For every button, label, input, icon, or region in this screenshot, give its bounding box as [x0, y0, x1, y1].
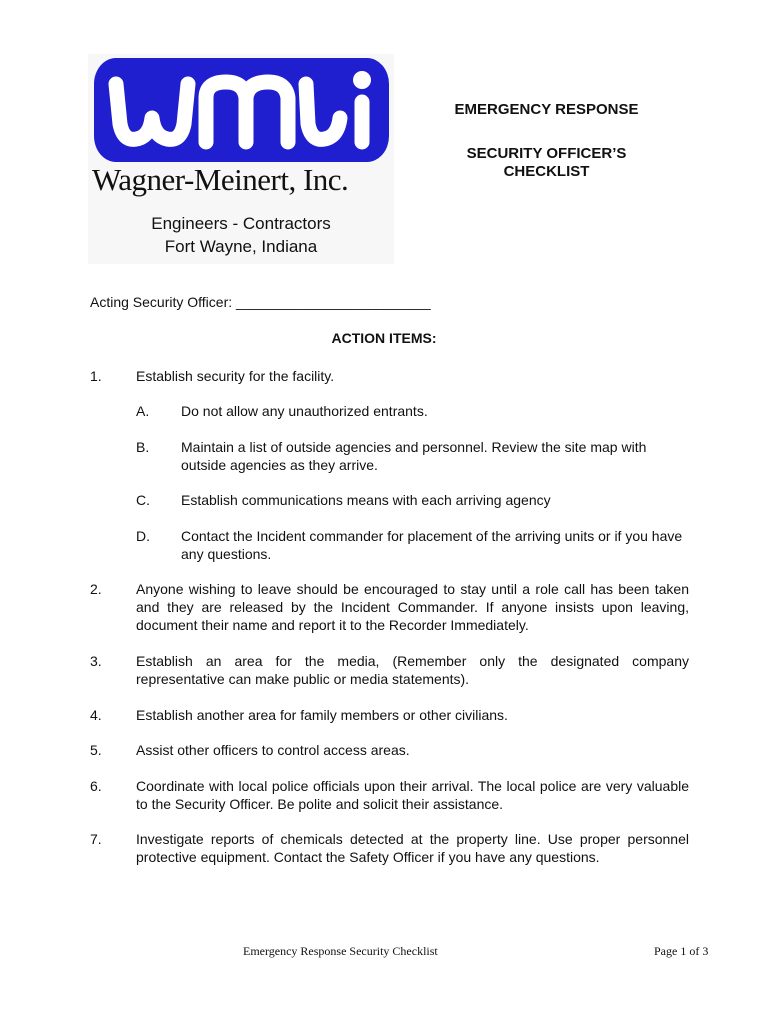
document-subtitle-line-2: CHECKLIST	[503, 163, 590, 180]
subitem-text: Do not allow any unauthorized entrants.	[181, 403, 428, 419]
subitem-letter: A.	[136, 403, 150, 419]
company-name: Wagner-Meinert, Inc.	[92, 162, 349, 197]
item-text: Establish security for the facility.	[136, 368, 335, 384]
item-number: 6.	[90, 778, 102, 794]
company-tagline-location: Fort Wayne, Indiana	[164, 237, 318, 256]
subitem-letter: C.	[136, 492, 150, 508]
wmi-lettering	[94, 58, 389, 162]
subitem-text: Establish communications means with each arriving agency	[181, 492, 551, 508]
company-tagline-services: Engineers - Contractors	[151, 214, 331, 233]
item-text: Coordinate with local police officials upon their arrival. The local police are very valuable to the Security Officer. Be polite and solicit their assistance.	[136, 778, 689, 812]
item-text: Anyone wishing to leave should be encouraged to stay until a role call has been taken and they are released by the Incident Commander. If anyone insists upon leaving, document their name and report it to the Recorder Immediately.	[136, 581, 689, 633]
action-items-heading: ACTION ITEMS:	[331, 330, 437, 346]
item-text: Establish another area for family members or other civilians.	[136, 707, 508, 723]
acting-officer-blank: _________________________	[236, 294, 431, 310]
subitem-text: Contact the Incident commander for placement of the arriving units or if you have any questions.	[181, 528, 683, 562]
footer-page-number: Page 1 of 3	[654, 944, 709, 958]
subitem-text: Maintain a list of outside agencies and personnel. Review the site map with outside agencies as they arrive.	[181, 439, 647, 473]
item-text: Establish an area for the media, (Remember only the designated company representative can make public or media statements).	[136, 653, 689, 687]
wmi-logo-mark	[94, 58, 389, 162]
item-number: 5.	[90, 742, 102, 758]
footer-title: Emergency Response Security Checklist	[243, 944, 438, 958]
document-subtitle-line-1: SECURITY OFFICER’S	[466, 145, 627, 162]
acting-officer-field	[90, 294, 431, 310]
item-number: 4.	[90, 707, 102, 723]
acting-officer-label: Acting Security Officer:	[90, 294, 233, 310]
item-number: 1.	[90, 368, 102, 384]
company-logo	[88, 54, 394, 264]
item-number: 3.	[90, 653, 102, 669]
subitem-letter: B.	[136, 439, 150, 455]
item-text: Investigate reports of chemicals detected at the property line. Use proper personnel protective equipment. Contact the Safety Officer if you have any questions.	[136, 831, 689, 865]
item-text: Assist other officers to control access areas.	[136, 742, 410, 758]
item-number: 2.	[90, 581, 102, 597]
item-number: 7.	[90, 831, 102, 847]
document-title: EMERGENCY RESPONSE	[454, 101, 639, 118]
document-subtitle	[420, 145, 673, 181]
subitem-letter: D.	[136, 528, 150, 544]
